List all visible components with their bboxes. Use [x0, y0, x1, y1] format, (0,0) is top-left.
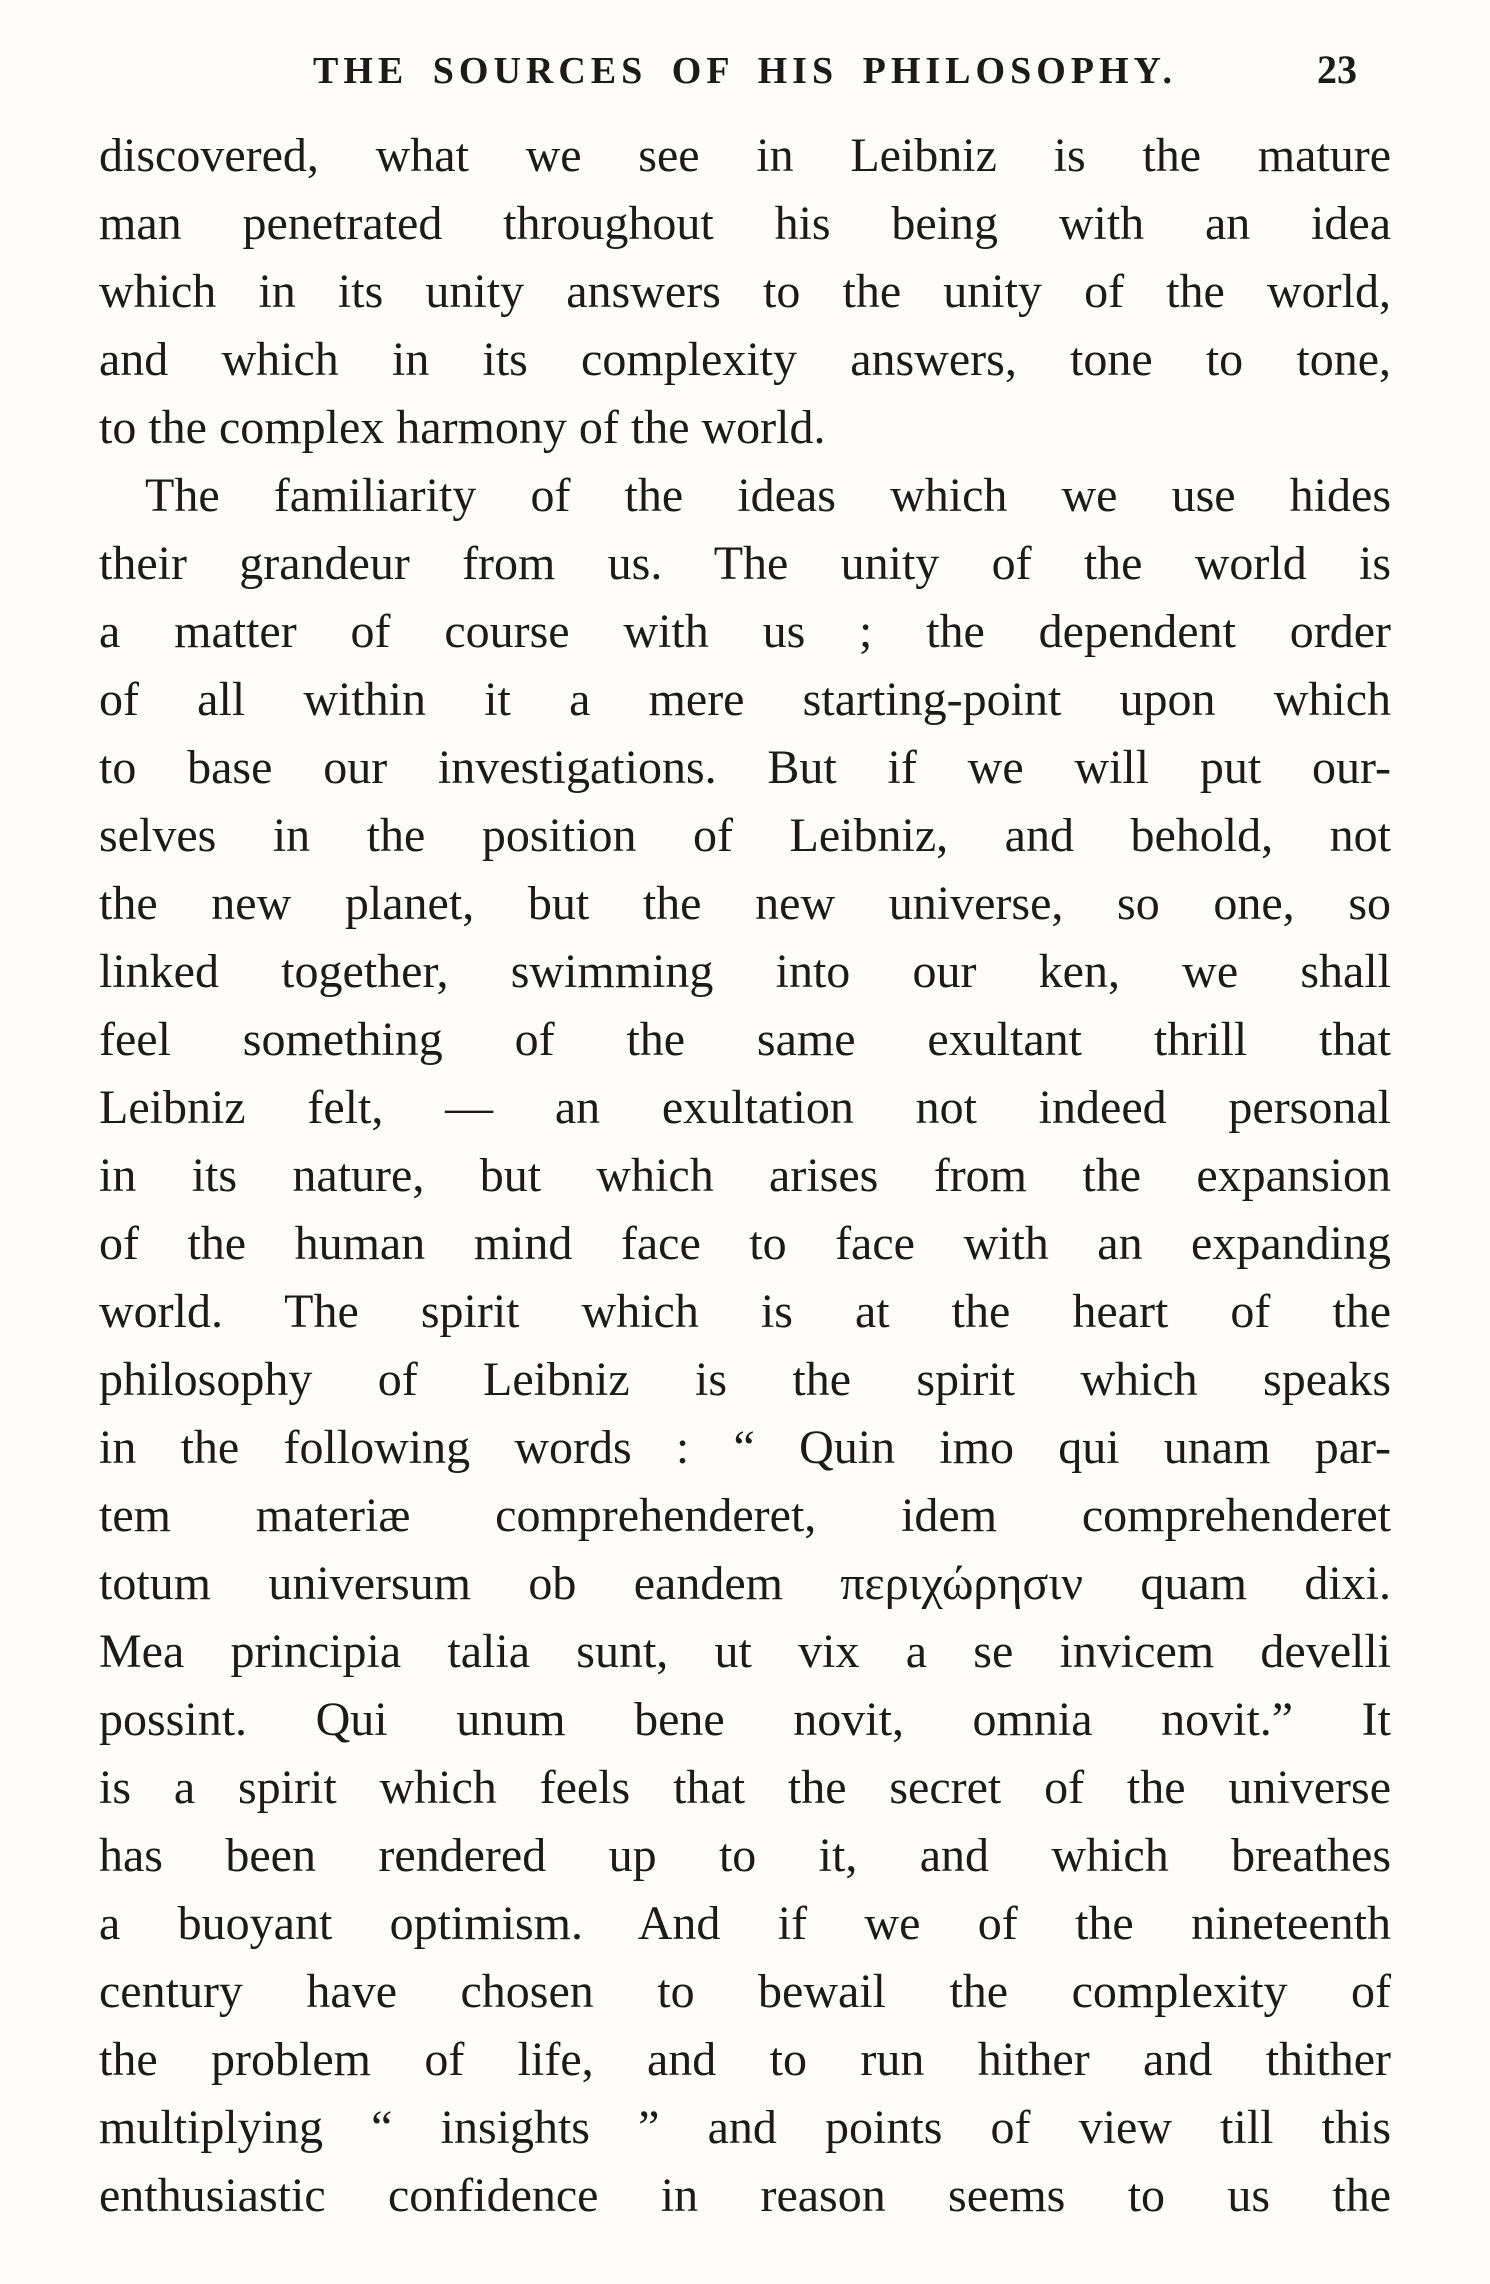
- text-line: and which in its complexity answers, tone to tone,: [99, 333, 1391, 386]
- running-header-title: THE SOURCES OF HIS PHILOSOPHY.: [313, 50, 1177, 92]
- text-line: which in its unity answers to the unity of the world,: [99, 265, 1391, 318]
- paragraph: [99, 122, 1391, 462]
- text-line: philosophy of Leibniz is the spirit which speaks: [99, 1353, 1391, 1406]
- text-line: the new planet, but the new universe, so one, so: [99, 877, 1391, 930]
- text-line: of the human mind face to face with an expanding: [99, 1217, 1391, 1270]
- text-line: the problem of life, and to run hither and thither: [99, 2033, 1391, 2086]
- text-line: to base our investigations. But if we will put our-: [99, 741, 1391, 794]
- running-header: [99, 46, 1391, 108]
- text-line: in the following words : “ Quin imo qui unam par-: [99, 1421, 1391, 1474]
- text-line: tem materiæ comprehenderet, idem comprehenderet: [99, 1489, 1391, 1542]
- page-body: [99, 122, 1391, 2230]
- text-line: totum universum ob eandem περιχώρησιν quam dixi.: [99, 1557, 1391, 1610]
- text-line: possint. Qui unum bene novit, omnia novit.” It: [99, 1693, 1391, 1746]
- text-line: has been rendered up to it, and which breathes: [99, 1829, 1391, 1882]
- text-line: is a spirit which feels that the secret of the universe: [99, 1761, 1391, 1814]
- page-number: 23: [1317, 47, 1357, 92]
- text-line: enthusiastic confidence in reason seems to us the: [99, 2169, 1391, 2222]
- text-line: discovered, what we see in Leibniz is the mature: [99, 129, 1391, 182]
- paragraph: [99, 462, 1391, 2230]
- text-line: The familiarity of the ideas which we use hides: [145, 469, 1391, 522]
- text-line: world. The spirit which is at the heart of the: [99, 1285, 1391, 1338]
- text-line: of all within it a mere starting-point upon which: [99, 673, 1391, 726]
- text-line: century have chosen to bewail the complexity of: [99, 1965, 1391, 2018]
- text-line: selves in the position of Leibniz, and behold, not: [99, 809, 1391, 862]
- text-line: Mea principia talia sunt, ut vix a se invicem develli: [99, 1625, 1391, 1678]
- text-line: a matter of course with us ; the dependent order: [99, 605, 1391, 658]
- text-line: multiplying “ insights ” and points of view till this: [99, 2101, 1391, 2154]
- text-line: linked together, swimming into our ken, we shall: [99, 945, 1391, 998]
- text-line: their grandeur from us. The unity of the world is: [99, 537, 1391, 590]
- text-line: in its nature, but which arises from the expansion: [99, 1149, 1391, 1202]
- text-line: a buoyant optimism. And if we of the nineteenth: [99, 1897, 1391, 1950]
- text-line: feel something of the same exultant thrill that: [99, 1013, 1391, 1066]
- text-line: man penetrated throughout his being with an idea: [99, 197, 1391, 250]
- text-line: Leibniz felt, — an exultation not indeed personal: [99, 1081, 1391, 1134]
- text-line: to the complex harmony of the world.: [99, 401, 826, 454]
